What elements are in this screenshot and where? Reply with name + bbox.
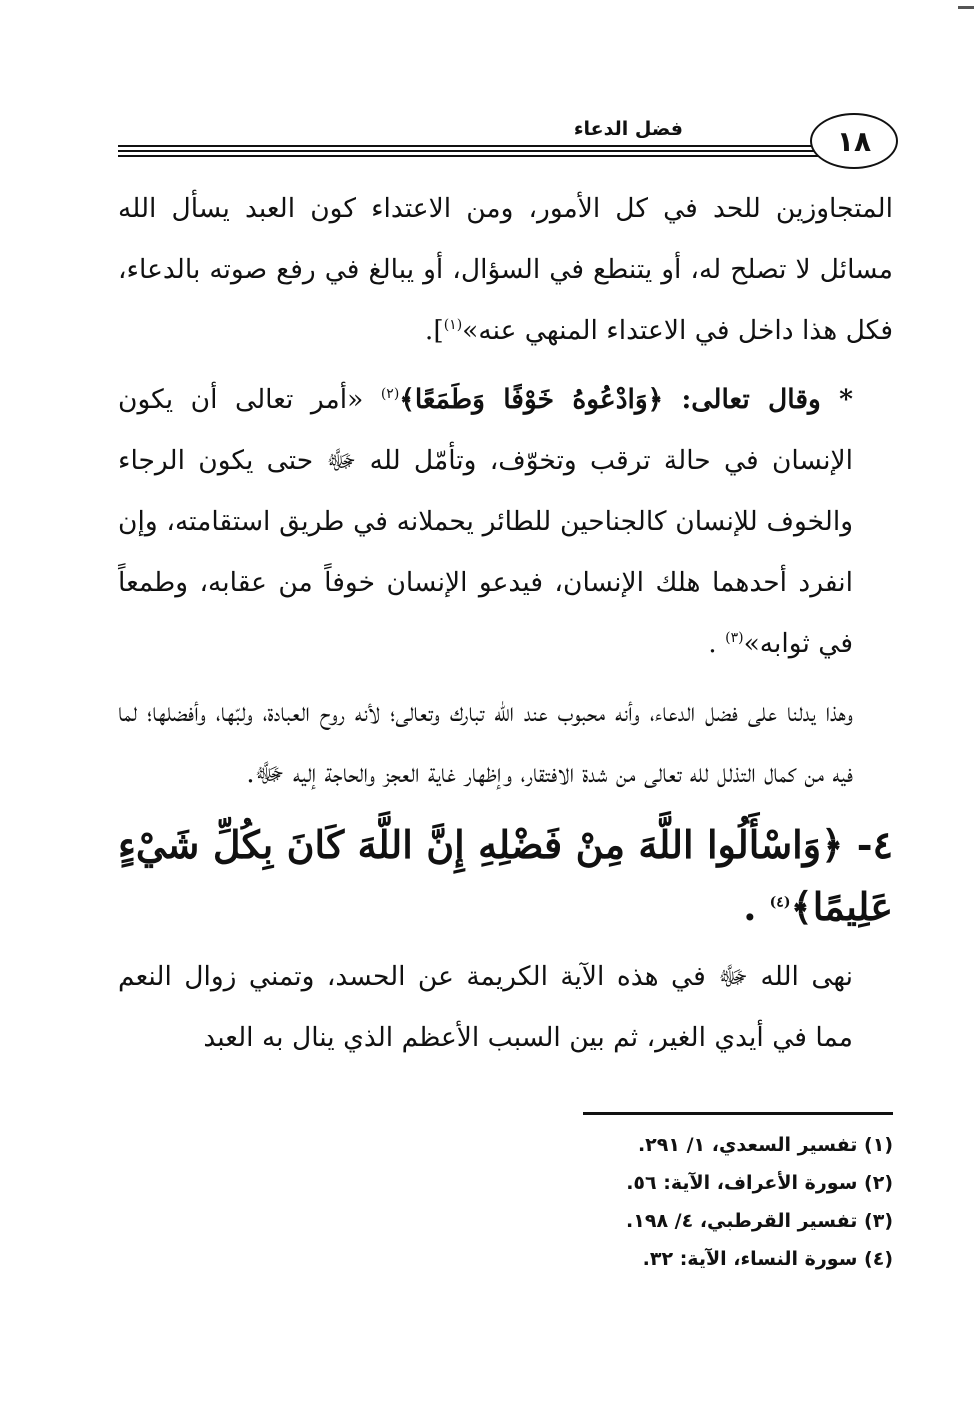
footnote-1: (١) تفسير السعدي، ١/ ٢٩١. (637, 1134, 893, 1156)
verse-heading-4 (118, 814, 893, 938)
paragraph-2-text: «أمر تعالى أن يكون الإنسان في حالة ترقب وتخوّف، وتأمّل لله ﷻ حتى يكون الرجاء والخوف للإنسان كالجناحين للطائر يحملانه في طريق استقامته، وإن انفرد أحدهما هلك الإنسان، فيدعو الإنسان خوفاً من عقابه، وطمعاً في ثوابه» (118, 384, 854, 659)
verse-quote-1: * وقال تعالى: ﴿وَادْعُوهُ خَوْفًا وَطَمَعًا﴾ (399, 384, 853, 415)
header-rule-top (118, 145, 818, 147)
verse-4-text: ٤- ﴿وَاسْأَلُوا اللَّهَ مِنْ فَضْلِهِ إِنَّ اللَّهَ كَانَ بِكُلِّ شَيْءٍ عَلِيمًا﴾ (118, 822, 893, 929)
footnote-ref-1: (١) (443, 317, 463, 334)
paragraph-2-end: . (708, 628, 726, 659)
header-rule-bottom (118, 155, 818, 157)
footnote-list (300, 1126, 893, 1278)
paragraph-4: نهى الله ﷻ في هذه الآية الكريمة عن الحسد، وتمني زوال النعم مما في أيدي الغير، ثم بين السبب الأعظم الذي ينال به العبد (118, 961, 853, 1053)
page-number-oval (810, 113, 898, 169)
verse-4-end: . (743, 884, 770, 929)
footnote-4: (٤) سورة النساء، الآية: ٣٢. (642, 1248, 893, 1270)
footnote-ref-4: (٤) (769, 894, 791, 911)
paragraph-1-end: ]. (424, 315, 444, 346)
footnote-ref-2: (٢) (380, 386, 400, 403)
header-rule-middle (118, 150, 818, 152)
page-number: ١٨ (836, 124, 872, 158)
running-header-title: فضل الدعاء (573, 118, 683, 140)
footnote-2: (٢) سورة الأعراف، الآية: ٥٦. (626, 1172, 893, 1194)
paragraph-1 (118, 178, 893, 361)
footnote-3: (٣) تفسير القرطبي، ٤/ ١٩٨. (626, 1210, 893, 1232)
paragraph-1-text: المتجاوزين للحد في كل الأمور، ومن الاعتداء كون العبد يسأل الله مسائل لا تصلح له، أو يتنطع في السؤال، أو يبالغ في رفع صوته بالدعاء، فكل هذا داخل في الاعتداء المنهي عنه» (118, 193, 893, 346)
paragraph-3: وهذا يدلنا على فضل الدعاء، وأنه محبوب عند الله تبارك وتعالى؛ لأنه روح العبادة، ولبّها، وأفضلها؛ لما فيه من كمال التذلل لله تعالى من شدة الافتقار، وإظهار غاية العجز والحاجة إليه ﷻ. (118, 697, 853, 789)
footnote-ref-3: (٣) (725, 630, 744, 647)
footnote-separator (583, 1112, 893, 1115)
main-text (118, 178, 893, 1068)
page-header (118, 112, 898, 182)
page-edge-mark (958, 6, 974, 9)
paragraph-2 (118, 369, 893, 674)
